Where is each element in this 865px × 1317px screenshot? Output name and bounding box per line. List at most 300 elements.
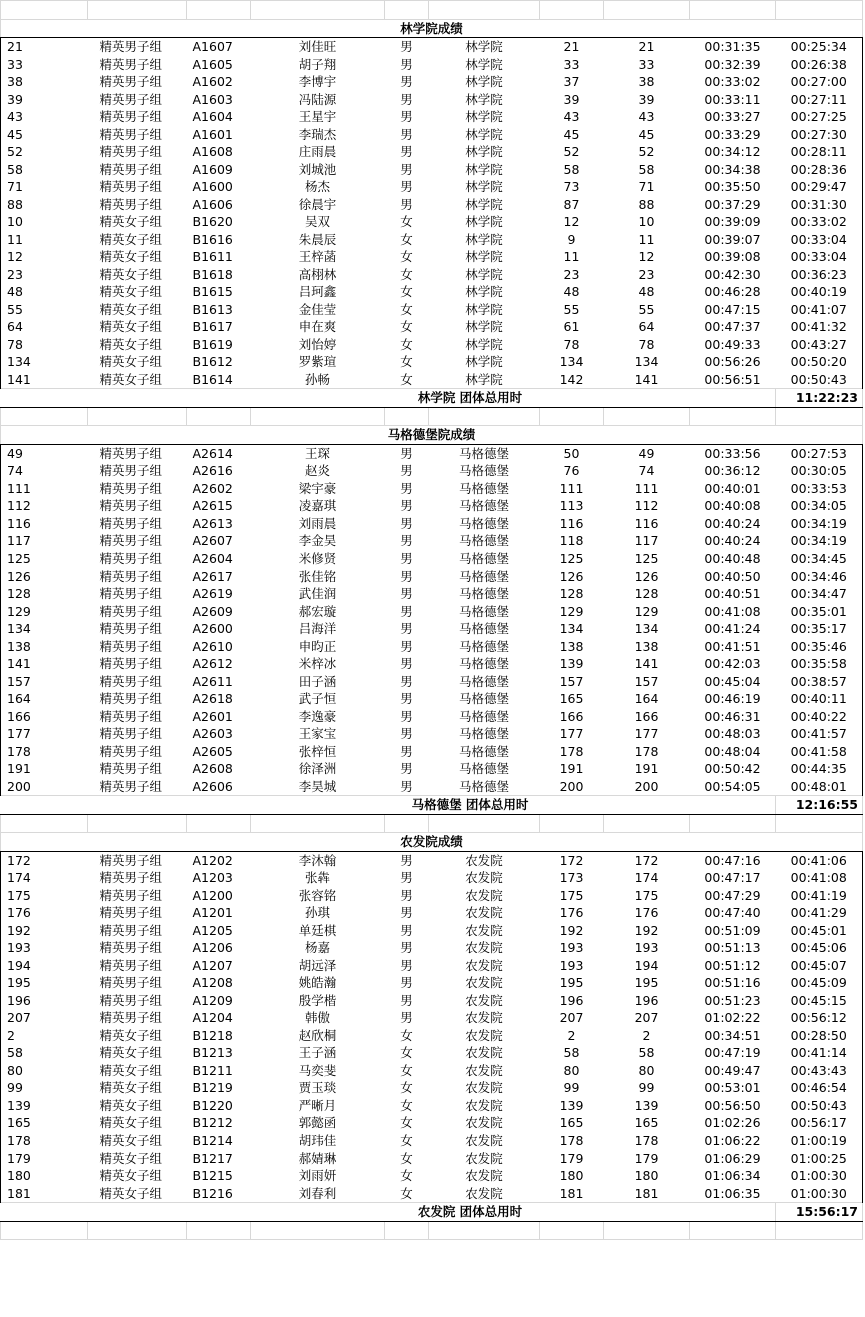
table-cell[interactable]: A2601	[192, 708, 233, 724]
table-cell[interactable]: 男	[400, 109, 413, 125]
table-cell[interactable]: 193	[559, 940, 584, 956]
table-cell[interactable]: 01:06:22	[704, 1133, 761, 1148]
table-cell[interactable]: 178	[634, 1133, 659, 1148]
table-cell[interactable]: 00:46:19	[704, 691, 761, 707]
table-cell[interactable]: 139	[559, 1097, 584, 1113]
table-cell[interactable]: 农发院	[465, 1185, 503, 1201]
table-cell[interactable]: 172	[1, 851, 88, 869]
table-cell[interactable]: 男	[400, 480, 413, 496]
table-cell[interactable]: 11	[563, 249, 580, 265]
empty-cell[interactable]	[88, 1, 187, 20]
table-cell[interactable]: 48	[563, 284, 580, 300]
empty-cell[interactable]	[187, 407, 251, 426]
table-cell[interactable]: 精英男子组	[99, 638, 163, 654]
table-cell[interactable]: 00:41:19	[776, 887, 863, 905]
table-cell[interactable]: 117	[1, 532, 88, 550]
table-cell[interactable]: 林学院	[465, 336, 503, 352]
table-cell[interactable]: 精英女子组	[99, 336, 163, 352]
empty-cell[interactable]	[690, 389, 776, 408]
table-cell[interactable]: 00:28:50	[776, 1027, 863, 1045]
table-cell[interactable]: 精英男子组	[99, 870, 163, 886]
table-cell[interactable]: 00:34:46	[776, 568, 863, 586]
table-cell[interactable]: 00:51:23	[704, 992, 761, 1008]
table-cell[interactable]: 00:34:19	[776, 532, 863, 550]
table-cell[interactable]: A2613	[192, 515, 233, 531]
table-cell[interactable]: 王家宝	[298, 726, 337, 742]
table-cell[interactable]: 139	[634, 1097, 659, 1113]
table-cell[interactable]: 男	[400, 778, 413, 794]
table-cell[interactable]: 男	[400, 992, 413, 1008]
table-cell[interactable]: 农发院	[465, 957, 503, 973]
table-cell[interactable]: 女	[400, 1062, 413, 1078]
empty-cell[interactable]	[429, 814, 540, 833]
table-cell[interactable]: 193	[559, 957, 584, 973]
table-cell[interactable]: 马格德堡	[458, 656, 509, 672]
table-cell[interactable]: A1201	[192, 905, 233, 921]
team-total-label[interactable]: 农发院 团体总用时	[251, 1203, 690, 1222]
table-cell[interactable]: 178	[559, 1133, 584, 1148]
table-cell[interactable]: B1214	[192, 1133, 233, 1148]
table-cell[interactable]: 116	[559, 515, 584, 531]
table-cell[interactable]: 23	[563, 266, 580, 282]
table-cell[interactable]: 00:35:58	[776, 655, 863, 673]
table-cell[interactable]: 精英男子组	[99, 621, 163, 637]
table-cell[interactable]: 女	[400, 1150, 413, 1166]
table-cell[interactable]: 00:27:11	[776, 91, 863, 109]
table-cell[interactable]: 74	[1, 462, 88, 480]
empty-cell[interactable]	[690, 1203, 776, 1222]
table-cell[interactable]: 农发院	[465, 1150, 503, 1166]
table-cell[interactable]: 胡远泽	[298, 957, 337, 973]
table-cell[interactable]: 45	[563, 126, 580, 142]
table-cell[interactable]: 00:35:01	[776, 603, 863, 621]
table-cell[interactable]: 杨杰	[304, 179, 330, 195]
table-cell[interactable]: 01:00:25	[776, 1150, 863, 1168]
table-cell[interactable]: 赵炎	[304, 463, 330, 479]
table-cell[interactable]: 金佳莹	[298, 301, 337, 317]
table-cell[interactable]: 马格德堡	[458, 638, 509, 654]
table-cell[interactable]: 00:40:22	[776, 708, 863, 726]
team-total-label[interactable]: 马格德堡 团体总用时	[251, 796, 690, 815]
table-cell[interactable]: 00:47:29	[704, 887, 761, 903]
table-cell[interactable]: 精英男子组	[99, 691, 163, 707]
table-cell[interactable]: 174	[1, 869, 88, 887]
table-cell[interactable]: 精英男子组	[99, 905, 163, 921]
table-cell[interactable]: 女	[400, 266, 413, 282]
table-cell[interactable]: 52	[638, 144, 655, 160]
table-cell[interactable]: 194	[1, 957, 88, 975]
empty-cell[interactable]	[1, 1221, 88, 1240]
table-cell[interactable]: 精英男子组	[99, 922, 163, 938]
table-cell[interactable]: 林学院	[465, 161, 503, 177]
table-cell[interactable]: 精英女子组	[99, 1062, 163, 1078]
table-cell[interactable]: 男	[400, 957, 413, 973]
table-cell[interactable]: 马格德堡	[458, 603, 509, 619]
table-cell[interactable]: 男	[400, 144, 413, 160]
table-cell[interactable]: 刘城池	[298, 161, 337, 177]
table-cell[interactable]: 38	[1, 73, 88, 91]
table-cell[interactable]: 精英男子组	[99, 852, 163, 868]
table-cell[interactable]: 191	[559, 761, 584, 777]
table-cell[interactable]: 00:33:53	[776, 480, 863, 498]
table-cell[interactable]: 01:00:30	[776, 1185, 863, 1203]
empty-cell[interactable]	[88, 796, 187, 815]
table-cell[interactable]: 精英男子组	[99, 91, 163, 107]
table-cell[interactable]: 00:34:12	[704, 144, 761, 160]
table-cell[interactable]: 21	[563, 39, 580, 55]
empty-cell[interactable]	[690, 814, 776, 833]
table-cell[interactable]: 73	[563, 179, 580, 195]
table-cell[interactable]: 精英男子组	[99, 673, 163, 689]
table-cell[interactable]: 165	[1, 1114, 88, 1132]
table-cell[interactable]: 00:28:36	[776, 161, 863, 179]
empty-cell[interactable]	[251, 407, 385, 426]
table-cell[interactable]: 78	[638, 336, 655, 352]
table-cell[interactable]: A1608	[192, 144, 233, 160]
table-cell[interactable]: 134	[559, 621, 584, 637]
table-cell[interactable]: 女	[400, 371, 413, 387]
table-cell[interactable]: 00:48:04	[704, 743, 761, 759]
table-cell[interactable]: 高栩林	[298, 266, 337, 282]
table-cell[interactable]: 00:51:13	[704, 940, 761, 956]
table-cell[interactable]: 林学院	[465, 214, 503, 230]
table-cell[interactable]: 01:00:19	[776, 1132, 863, 1150]
table-cell[interactable]: 男	[400, 691, 413, 707]
table-cell[interactable]: 00:47:16	[704, 852, 761, 868]
table-cell[interactable]: 134	[634, 354, 659, 370]
table-cell[interactable]: 刘雨晨	[298, 515, 337, 531]
table-cell[interactable]: 精英女子组	[99, 1133, 163, 1148]
table-cell[interactable]: 郭懿函	[298, 1115, 337, 1131]
table-cell[interactable]: 精英女子组	[99, 301, 163, 317]
table-cell[interactable]: 精英男子组	[99, 992, 163, 1008]
table-cell[interactable]: 192	[559, 922, 584, 938]
table-cell[interactable]: 马格德堡	[458, 743, 509, 759]
table-cell[interactable]: 00:38:57	[776, 673, 863, 691]
table-cell[interactable]: 178	[559, 743, 584, 759]
table-cell[interactable]: 农发院	[465, 905, 503, 921]
table-cell[interactable]: 12	[563, 214, 580, 230]
table-cell[interactable]: 00:56:17	[776, 1114, 863, 1132]
table-cell[interactable]: 00:51:09	[704, 922, 761, 938]
table-cell[interactable]: 精英男子组	[99, 56, 163, 72]
table-cell[interactable]: 00:36:23	[776, 266, 863, 284]
empty-cell[interactable]	[187, 796, 251, 815]
table-cell[interactable]: 43	[638, 109, 655, 125]
table-cell[interactable]: 174	[634, 870, 659, 886]
empty-cell[interactable]	[187, 1221, 251, 1240]
table-cell[interactable]: 林学院	[465, 91, 503, 107]
table-cell[interactable]: 01:06:35	[704, 1185, 761, 1201]
table-cell[interactable]: A2610	[192, 638, 233, 654]
table-cell[interactable]: 罗紫瑄	[298, 354, 337, 370]
table-cell[interactable]: 林学院	[465, 301, 503, 317]
empty-cell[interactable]	[429, 407, 540, 426]
table-cell[interactable]: 精英男子组	[99, 586, 163, 602]
table-cell[interactable]: 精英女子组	[99, 1027, 163, 1043]
empty-cell[interactable]	[776, 814, 863, 833]
table-cell[interactable]: 00:54:05	[704, 778, 761, 794]
table-cell[interactable]: 200	[559, 778, 584, 794]
table-cell[interactable]: 张梓恒	[298, 743, 337, 759]
table-cell[interactable]: 张犇	[304, 870, 330, 886]
table-cell[interactable]: 00:35:50	[704, 179, 761, 195]
table-cell[interactable]: 郝婧琳	[298, 1150, 337, 1166]
table-cell[interactable]: 申昀正	[298, 638, 337, 654]
table-cell[interactable]: 00:41:06	[776, 851, 863, 869]
table-cell[interactable]: 78	[563, 336, 580, 352]
table-cell[interactable]: 141	[634, 371, 659, 387]
table-cell[interactable]: 157	[1, 673, 88, 691]
table-cell[interactable]: 精英男子组	[99, 975, 163, 991]
table-cell[interactable]: 9	[567, 231, 576, 247]
table-cell[interactable]: 00:50:43	[776, 371, 863, 389]
table-cell[interactable]: B1619	[192, 336, 233, 352]
table-cell[interactable]: 177	[1, 725, 88, 743]
table-cell[interactable]: 128	[559, 586, 584, 602]
table-cell[interactable]: 00:26:38	[776, 56, 863, 74]
table-cell[interactable]: 农发院	[465, 992, 503, 1008]
table-cell[interactable]: 00:47:40	[704, 905, 761, 921]
table-cell[interactable]: 192	[634, 922, 659, 938]
table-cell[interactable]: 61	[563, 319, 580, 335]
table-cell[interactable]: 125	[634, 550, 659, 566]
table-cell[interactable]: 58	[638, 1045, 655, 1061]
table-cell[interactable]: 99	[638, 1080, 655, 1096]
table-cell[interactable]: 113	[559, 498, 584, 514]
table-cell[interactable]: 00:31:30	[776, 196, 863, 214]
table-cell[interactable]: 00:34:47	[776, 585, 863, 603]
table-cell[interactable]: 男	[400, 515, 413, 531]
table-cell[interactable]: 00:41:51	[704, 638, 761, 654]
table-cell[interactable]: 12	[638, 249, 655, 265]
table-cell[interactable]: 55	[1, 301, 88, 319]
table-cell[interactable]: 女	[400, 1115, 413, 1131]
table-cell[interactable]: 175	[1, 887, 88, 905]
table-cell[interactable]: 200	[634, 778, 659, 794]
table-cell[interactable]: 女	[400, 1027, 413, 1043]
table-cell[interactable]: 男	[400, 126, 413, 142]
table-cell[interactable]: 207	[559, 1010, 584, 1026]
table-cell[interactable]: 精英男子组	[99, 550, 163, 566]
table-cell[interactable]: 134	[1, 620, 88, 638]
table-cell[interactable]: 49	[1, 444, 88, 462]
table-cell[interactable]: 农发院	[465, 1115, 503, 1131]
table-cell[interactable]: 177	[634, 726, 659, 742]
table-cell[interactable]: 43	[1, 108, 88, 126]
empty-cell[interactable]	[187, 389, 251, 408]
table-cell[interactable]: A1208	[192, 975, 233, 991]
table-cell[interactable]: 128	[634, 586, 659, 602]
table-cell[interactable]: 00:40:01	[704, 480, 761, 496]
table-cell[interactable]: B1218	[192, 1027, 233, 1043]
table-cell[interactable]: 01:06:34	[704, 1168, 761, 1184]
empty-cell[interactable]	[385, 1, 429, 20]
table-cell[interactable]: 134	[559, 354, 584, 370]
table-cell[interactable]: 精英女子组	[99, 214, 163, 230]
table-cell[interactable]: 刘怡婷	[298, 336, 337, 352]
table-cell[interactable]: 00:47:15	[704, 301, 761, 317]
table-cell[interactable]: 林学院	[465, 371, 503, 387]
table-cell[interactable]: 64	[638, 319, 655, 335]
table-cell[interactable]: 马格德堡	[458, 480, 509, 496]
table-cell[interactable]: 00:47:19	[704, 1045, 761, 1061]
table-cell[interactable]: 195	[1, 974, 88, 992]
table-cell[interactable]: 男	[400, 550, 413, 566]
table-cell[interactable]: 10	[638, 214, 655, 230]
table-cell[interactable]: 刘春利	[298, 1185, 337, 1201]
table-cell[interactable]: 33	[563, 56, 580, 72]
table-cell[interactable]: 00:37:29	[704, 196, 761, 212]
table-cell[interactable]: 王梓菡	[298, 249, 337, 265]
table-cell[interactable]: A2608	[192, 761, 233, 777]
table-cell[interactable]: 179	[634, 1150, 659, 1166]
table-cell[interactable]: 00:42:03	[704, 656, 761, 672]
table-cell[interactable]: 195	[634, 975, 659, 991]
table-cell[interactable]: 马格德堡	[458, 445, 509, 461]
table-cell[interactable]: 00:27:30	[776, 126, 863, 144]
table-cell[interactable]: 129	[1, 603, 88, 621]
table-cell[interactable]: 农发院	[465, 1010, 503, 1026]
empty-cell[interactable]	[385, 407, 429, 426]
table-cell[interactable]: 李沐翰	[298, 852, 337, 868]
table-cell[interactable]: 李瑞杰	[298, 126, 337, 142]
table-cell[interactable]: 男	[400, 940, 413, 956]
table-cell[interactable]: 195	[559, 975, 584, 991]
table-cell[interactable]: 精英女子组	[99, 1168, 163, 1184]
table-cell[interactable]: 冯陆源	[298, 91, 337, 107]
table-cell[interactable]: A1609	[192, 161, 233, 177]
table-cell[interactable]: 男	[400, 196, 413, 212]
table-cell[interactable]: 00:46:54	[776, 1079, 863, 1097]
table-cell[interactable]: 精英男子组	[99, 74, 163, 90]
table-cell[interactable]: 女	[400, 231, 413, 247]
table-cell[interactable]: 女	[400, 1080, 413, 1096]
team-total-label[interactable]: 林学院 团体总用时	[251, 389, 690, 408]
table-cell[interactable]: A1607	[192, 39, 233, 55]
table-cell[interactable]: 男	[400, 91, 413, 107]
table-cell[interactable]: 180	[559, 1168, 584, 1184]
table-cell[interactable]: 2	[642, 1027, 651, 1043]
table-cell[interactable]: 00:56:51	[704, 371, 761, 387]
table-cell[interactable]: A2605	[192, 743, 233, 759]
table-cell[interactable]: B1217	[192, 1150, 233, 1166]
table-cell[interactable]: B1213	[192, 1045, 233, 1061]
table-cell[interactable]: 43	[563, 109, 580, 125]
table-cell[interactable]: B1613	[192, 301, 233, 317]
empty-cell[interactable]	[88, 1203, 187, 1222]
table-cell[interactable]: 精英女子组	[99, 1115, 163, 1131]
table-cell[interactable]: 80	[638, 1062, 655, 1078]
empty-cell[interactable]	[251, 1, 385, 20]
table-cell[interactable]: 00:42:30	[704, 266, 761, 282]
table-cell[interactable]: 胡玮佳	[298, 1133, 337, 1148]
table-cell[interactable]: 181	[1, 1185, 88, 1203]
table-cell[interactable]: 精英男子组	[99, 761, 163, 777]
table-cell[interactable]: 李昊城	[298, 778, 337, 794]
table-cell[interactable]: 男	[400, 673, 413, 689]
table-cell[interactable]: 00:27:25	[776, 108, 863, 126]
table-cell[interactable]: 87	[563, 196, 580, 212]
table-cell[interactable]: 精英男子组	[99, 161, 163, 177]
table-cell[interactable]: 精英男子组	[99, 109, 163, 125]
table-cell[interactable]: 00:46:31	[704, 708, 761, 724]
table-cell[interactable]: 176	[559, 905, 584, 921]
table-cell[interactable]: 175	[634, 887, 659, 903]
table-cell[interactable]: 00:41:08	[776, 869, 863, 887]
table-cell[interactable]: 01:02:26	[704, 1115, 761, 1131]
table-cell[interactable]: 林学院	[465, 39, 503, 55]
empty-cell[interactable]	[88, 1221, 187, 1240]
table-cell[interactable]: 166	[1, 708, 88, 726]
empty-cell[interactable]	[540, 407, 604, 426]
table-cell[interactable]: 马奕斐	[298, 1062, 337, 1078]
table-cell[interactable]: 00:32:39	[704, 56, 761, 72]
table-cell[interactable]: 精英男子组	[99, 656, 163, 672]
table-cell[interactable]: 134	[1, 353, 88, 371]
table-cell[interactable]: 米修贤	[298, 550, 337, 566]
table-cell[interactable]: 111	[634, 480, 659, 496]
empty-cell[interactable]	[187, 814, 251, 833]
table-cell[interactable]: 00:45:01	[776, 922, 863, 940]
table-cell[interactable]: 00:35:46	[776, 638, 863, 656]
table-cell[interactable]: 精英女子组	[99, 1185, 163, 1201]
table-cell[interactable]: 林学院	[465, 266, 503, 282]
table-cell[interactable]: 193	[634, 940, 659, 956]
table-cell[interactable]: A2616	[192, 463, 233, 479]
table-cell[interactable]: 庄雨晨	[298, 144, 337, 160]
table-cell[interactable]: 164	[634, 691, 659, 707]
table-cell[interactable]: 女	[400, 336, 413, 352]
table-cell[interactable]: 191	[1, 760, 88, 778]
table-cell[interactable]: 116	[1, 515, 88, 533]
table-cell[interactable]: 男	[400, 656, 413, 672]
empty-cell[interactable]	[690, 796, 776, 815]
table-cell[interactable]: 126	[634, 568, 659, 584]
table-cell[interactable]: 00:56:12	[776, 1009, 863, 1027]
table-cell[interactable]: 精英女子组	[99, 354, 163, 370]
table-cell[interactable]: 00:45:15	[776, 992, 863, 1010]
empty-cell[interactable]	[1, 389, 88, 408]
empty-cell[interactable]	[251, 814, 385, 833]
table-cell[interactable]: 吕珂鑫	[298, 284, 337, 300]
table-cell[interactable]: 00:46:28	[704, 284, 761, 300]
table-cell[interactable]: 马格德堡	[458, 515, 509, 531]
table-cell[interactable]: 马格德堡	[458, 550, 509, 566]
table-cell[interactable]: 精英女子组	[99, 319, 163, 335]
table-cell[interactable]: 125	[1, 550, 88, 568]
table-cell[interactable]: 112	[1, 497, 88, 515]
table-cell[interactable]: 马格德堡	[458, 708, 509, 724]
table-cell[interactable]: 178	[1, 743, 88, 761]
table-cell[interactable]: 00:48:01	[776, 778, 863, 796]
table-cell[interactable]: 194	[634, 957, 659, 973]
table-cell[interactable]: 01:06:29	[704, 1150, 761, 1166]
table-cell[interactable]: 181	[559, 1185, 584, 1201]
table-cell[interactable]: B1216	[192, 1185, 233, 1201]
team-total-time[interactable]: 15:56:17	[776, 1203, 863, 1222]
table-cell[interactable]: 马格德堡	[458, 568, 509, 584]
empty-cell[interactable]	[776, 407, 863, 426]
empty-cell[interactable]	[540, 814, 604, 833]
table-cell[interactable]: 00:50:20	[776, 353, 863, 371]
table-cell[interactable]: 00:51:16	[704, 975, 761, 991]
table-cell[interactable]: 00:34:19	[776, 515, 863, 533]
table-cell[interactable]: 78	[1, 336, 88, 354]
table-cell[interactable]: 农发院	[465, 1168, 503, 1184]
table-cell[interactable]: 00:33:29	[704, 126, 761, 142]
table-cell[interactable]: 男	[400, 463, 413, 479]
